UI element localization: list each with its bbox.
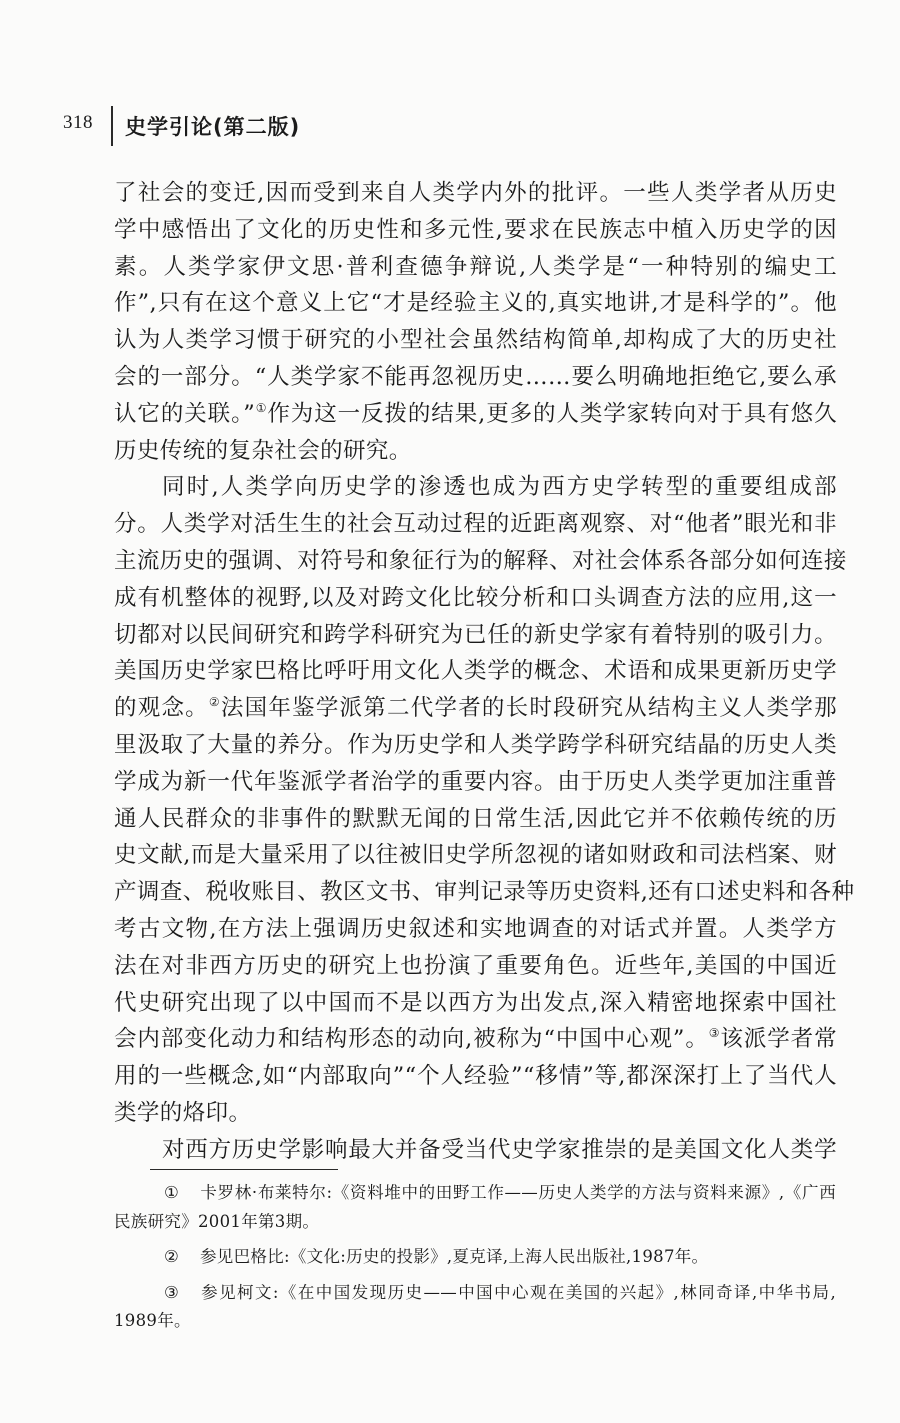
footnote-2	[114, 1243, 836, 1272]
footnote-mark: ①	[164, 1183, 180, 1202]
body-line: 通人民群众的非事件的默默无闻的日常生活,因此它并不依赖传统的历	[114, 805, 837, 832]
body-line: 成有机整体的视野,以及对跨文化比较分析和口头调查方法的应用,这一	[114, 584, 837, 611]
footnote-text: 参见柯文:《在中国发现历史——中国中心观在美国的兴起》,林同奇译,中华书局,	[200, 1282, 836, 1302]
footnote-1-continued: 民族研究》2001年第3期。	[114, 1211, 320, 1231]
footnote-mark: ②	[164, 1247, 180, 1266]
header-divider	[111, 106, 113, 146]
footnote-text: 参见巴格比:《文化:历史的投影》,夏克译,上海人民出版社,1987年。	[200, 1247, 709, 1266]
body-line: 考古文物,在方法上强调历史叙述和实地调查的对话式并置。人类学方	[114, 915, 837, 942]
body-line: 了社会的变迁,因而受到来自人类学内外的批评。一些人类学者从历史	[114, 180, 837, 206]
body-text-span: 认它的关联。”	[114, 400, 256, 427]
body-line	[114, 396, 837, 433]
body-line: 素。人类学家伊文思·普利查德争辩说,人类学是“一种特别的编史工	[114, 253, 837, 280]
footnote-mark: ③	[164, 1282, 180, 1302]
footnote-3	[114, 1279, 836, 1308]
paragraph-first-line: 对西方历史学影响最大并备受当代史学家推崇的是美国文化人类学	[162, 1136, 837, 1163]
body-line: 美国历史学家巴格比呼吁用文化人类学的概念、术语和成果更新历史学	[114, 658, 837, 685]
body-line: 切都对以民间研究和跨学科研究为已任的新史学家有着特别的吸引力。	[114, 621, 837, 648]
footnotes	[114, 1179, 836, 1336]
body-line: 史文献,而是大量采用了以往被旧史学所忽视的诸如财政和司法档案、财	[114, 842, 837, 869]
running-header	[63, 106, 843, 146]
body-line: 用的一些概念,如“内部取向”“个人经验”“移情”等,都深深打上了当代人	[114, 1063, 837, 1090]
body-line: 历史传统的复杂社会的研究。	[114, 437, 412, 464]
body-line: 认为人类学习惯于研究的小型社会虽然结构简单,却构成了大的历史社	[114, 327, 837, 354]
body-text-span: 该派学者常	[720, 1026, 837, 1053]
body-text-span: 法国年鉴学派第二代学者的长时段研究从结构主义人类学那	[220, 695, 838, 722]
body-line: 里汲取了大量的养分。作为历史学和人类学跨学科研究结晶的历史人类	[114, 731, 837, 758]
page-number: 318	[63, 112, 93, 133]
body-line: 学成为新一代年鉴派学者治学的重要内容。由于历史人类学更加注重普	[114, 768, 837, 795]
body-line	[114, 690, 837, 727]
body-line: 法在对非西方历史的研究上也扮演了重要角色。近些年,美国的中国近	[114, 952, 837, 979]
body-text-span: 会内部变化动力和结构形态的动向,被称为“中国中心观”。	[114, 1026, 709, 1053]
body-line	[114, 1021, 837, 1058]
body-text	[114, 175, 855, 1169]
footnote-text: 卡罗林·布莱特尔:《资料堆中的田野工作——历史人类学的方法与资料来源》,《广西	[200, 1183, 836, 1202]
paragraph-first-line: 同时,人类学向历史学的渗透也成为西方史学转型的重要组成部	[162, 474, 837, 501]
body-line: 主流历史的强调、对符号和象征行为的解释、对社会体系各部分如何连接	[114, 547, 847, 574]
footnote-1	[114, 1179, 836, 1208]
body-line: 学中感悟出了文化的历史性和多元性,要求在民族志中植入历史学的因	[114, 216, 837, 243]
footnote-ref-3[interactable]: ③	[708, 1026, 721, 1041]
book-title: 史学引论(第二版)	[125, 115, 301, 139]
body-line: 作”,只有在这个意义上它“才是经验主义的,真实地讲,才是科学的”。他	[114, 290, 837, 317]
footnote-ref-1[interactable]: ①	[255, 400, 268, 415]
footnote-divider	[150, 1169, 338, 1170]
body-line: 类学的烙印。	[114, 1099, 252, 1126]
footnote-ref-2[interactable]: ②	[208, 695, 221, 710]
body-line: 分。人类学对活生生的社会互动过程的近距离观察、对“他者”眼光和非	[114, 511, 837, 538]
footnote-3-continued: 1989年。	[114, 1311, 191, 1330]
body-text-span: 作为这一反拨的结果,更多的人类学家转向对于具有悠久	[267, 400, 837, 427]
body-line: 产调查、税收账目、教区文书、审判记录等历史资料,还有口述史料和各种	[114, 879, 855, 906]
body-line: 会的一部分。“人类学家不能再忽视历史……要么明确地拒绝它,要么承	[114, 363, 837, 390]
body-line: 代史研究出现了以中国而不是以西方为出发点,深入精密地探索中国社	[114, 989, 837, 1016]
body-text-span: 的观念。	[114, 695, 209, 722]
